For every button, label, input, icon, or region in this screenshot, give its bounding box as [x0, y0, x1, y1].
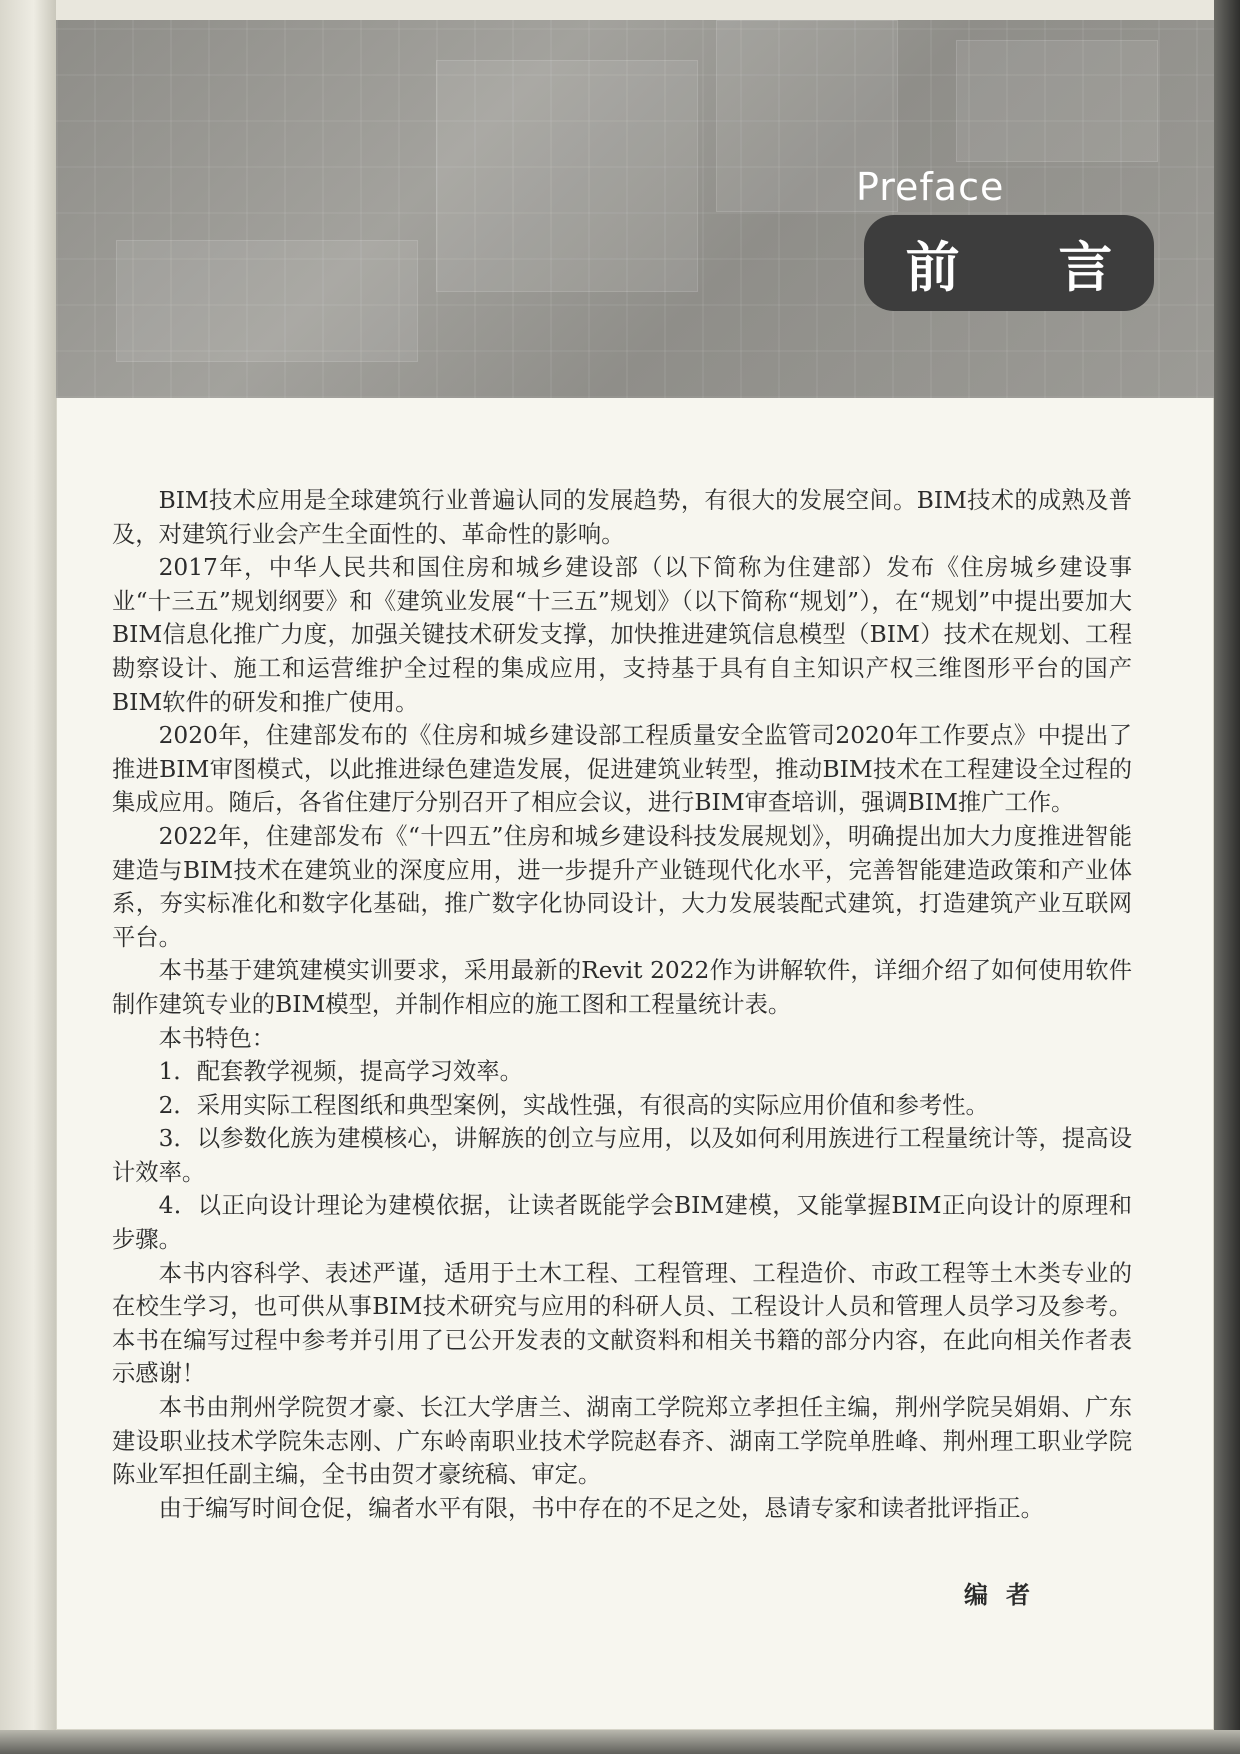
- banner-building-shape: [436, 60, 698, 292]
- paragraph: 2022年，住建部发布《“十四五”住房和城乡建设科技发展规划》，明确提出加大力度推进智能建造与BIM技术在建筑业的深度应用，进一步提升产业链现代化水平，完善智能建造政策和产业体系，夯实标准化和数字化基础，推广数字化协同设计，大力发展装配式建筑，打造建筑产业互联网平台。: [112, 822, 1132, 951]
- list-item: 2．采用实际工程图纸和典型案例，实战性强，有很高的实际应用价值和参考性。: [158, 1091, 989, 1119]
- book-edge-bottom: [0, 1730, 1240, 1754]
- paragraph: 本书内容科学、表述严谨，适用于土木工程、工程管理、工程造价、市政工程等土木类专业的在校生学习，也可供从事BIM技术研究与应用的科研人员、工程设计人员和管理人员学习及参考。本书在编写过程中参考并引用了已公开发表的文献资料和相关书籍的部分内容，在此向相关作者表示感谢！: [112, 1259, 1132, 1388]
- paragraph: 本书由荆州学院贺才豪、长江大学唐兰、湖南工学院郑立孝担任主编，荆州学院吴娟娟、广东建设职业技术学院朱志刚、广东岭南职业技术学院赵春齐、湖南工学院单胜峰、荆州理工职业学院陈业军担任副主编，全书由贺才豪统稿、审定。: [112, 1394, 1132, 1489]
- preface-english-title: Preface: [856, 165, 1005, 209]
- preface-title-box: [864, 215, 1154, 311]
- paragraph: 由于编写时间仓促，编者水平有限，书中存在的不足之处，恳请专家和读者批评指正。: [158, 1494, 1044, 1522]
- paragraph: 2020年，住建部发布的《住房和城乡建设部工程质量安全监管司2020年工作要点》中提出了推进BIM审图模式，以此推进绿色建造发展，促进建筑业转型，推动BIM技术在工程建设全过程的集成应用。随后，各省住建厅分别召开了相应会议，进行BIM审查培训，强调BIM推广工作。: [112, 722, 1132, 817]
- banner-building-shape: [956, 40, 1158, 162]
- list-item: 4．以正向设计理论为建模依据，让读者既能学会BIM建模，又能掌握BIM正向设计的原理和步骤。: [112, 1192, 1132, 1254]
- list-item: 3．以参数化族为建模核心，讲解族的创立与应用，以及如何利用族进行工程量统计等，提高设计效率。: [112, 1125, 1132, 1186]
- list-item: 1．配套教学视频，提高学习效率。: [158, 1058, 523, 1086]
- header-banner: [56, 20, 1214, 398]
- paragraph: BIM技术应用是全球建筑行业普遍认同的发展趋势，有很大的发展空间。BIM技术的成熟及普及，对建筑行业会产生全面性的、革命性的影响。: [112, 487, 1132, 548]
- paragraph: 2017年，中华人民共和国住房和城乡建设部（以下简称为住建部）发布《住房城乡建设事业“十三五”规划纲要》和《建筑业发展“十三五”规划》（以下简称“规划”），在“规划”中提出要加大BIM信息化推广力度，加强关键技术研发支撑，加快推进建筑信息模型（BIM）技术在规划、工程勘察设计、施工和运营维护全过程的集成应用，支持基于具有自主知识产权三维图形平台的国产BIM软件的研发和推广使用。: [112, 554, 1132, 716]
- preface-body: [112, 484, 1132, 1525]
- paragraph: 本书特色：: [158, 1024, 276, 1052]
- book-gutter-left: [0, 0, 56, 1754]
- author-signature: 编者: [964, 1581, 1048, 1609]
- preface-chinese-title: 前 言: [905, 235, 1153, 299]
- book-edge-right: [1214, 0, 1240, 1754]
- paragraph: 本书基于建筑建模实训要求，采用最新的Revit 2022作为讲解软件，详细介绍了如何使用软件制作建筑专业的BIM模型，并制作相应的施工图和工程量统计表。: [112, 957, 1132, 1018]
- book-page: [56, 20, 1214, 1730]
- banner-building-shape: [116, 240, 418, 362]
